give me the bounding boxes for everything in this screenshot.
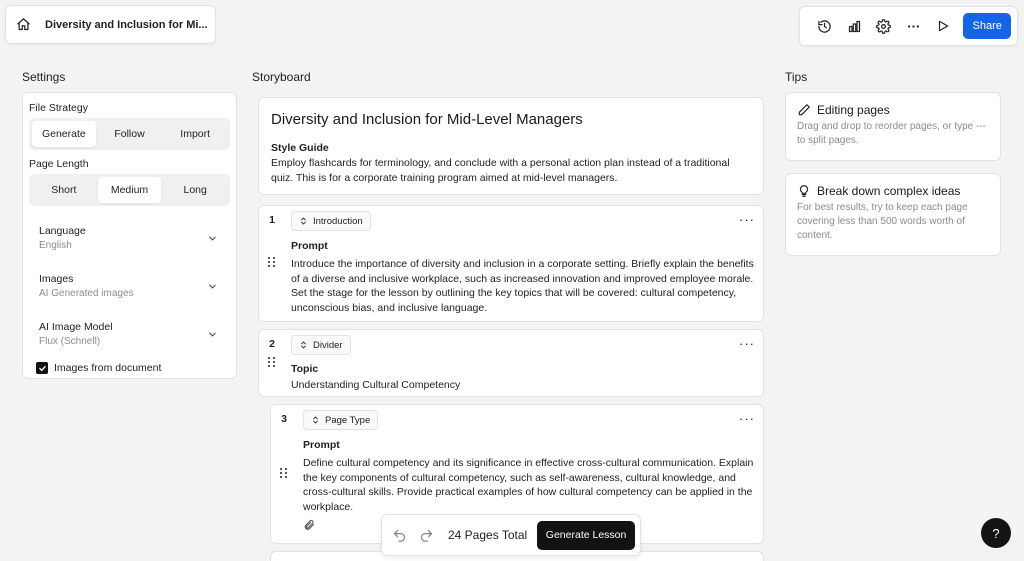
tip-text: For best results, try to keep each page covering less than 500 words worth of content. [797, 202, 968, 241]
more-horizontal-icon[interactable] [898, 11, 927, 42]
drag-handle-icon[interactable] [279, 467, 288, 479]
checkmark-icon[interactable] [36, 362, 48, 374]
file-strategy-label: File Strategy [29, 102, 88, 114]
language-select[interactable] [29, 214, 230, 262]
file-strategy-segmented-control [29, 118, 230, 150]
settings-panel [22, 92, 237, 379]
page-type-label: Page Type [325, 414, 371, 426]
file-strategy-option-generate[interactable]: Generate [32, 121, 96, 147]
lesson-title: Diversity and Inclusion for Mi... [45, 18, 208, 31]
images-select[interactable] [29, 262, 230, 310]
language-label: Language [39, 225, 86, 237]
help-button[interactable]: ? [981, 518, 1011, 548]
page-more-icon[interactable]: ··· [739, 411, 755, 426]
topic-label: Topic [291, 363, 319, 375]
generate-footer-bar [381, 514, 641, 556]
page-length-option-long[interactable]: Long [183, 184, 207, 196]
ai-image-model-value: Flux (Schnell) [39, 336, 101, 347]
bar-chart-icon[interactable] [839, 11, 868, 42]
page-length-option-medium[interactable]: Medium [98, 177, 162, 203]
storyboard-heading: Storyboard [252, 70, 311, 84]
style-guide-label: Style Guide [271, 142, 329, 154]
home-icon[interactable] [16, 17, 31, 32]
topic-text[interactable]: Understanding Cultural Competency [291, 379, 461, 391]
undo-icon[interactable] [392, 528, 407, 543]
page-number: 3 [281, 413, 287, 425]
page-number: 1 [269, 214, 275, 226]
images-from-document-checkbox[interactable] [29, 358, 230, 378]
images-label: Images [39, 273, 74, 285]
drag-handle-icon[interactable] [267, 356, 276, 368]
images-from-document-label: Images from document [54, 362, 162, 374]
drag-handle-icon[interactable] [267, 256, 276, 268]
prompt-label: Prompt [291, 240, 328, 252]
storyboard-title: Diversity and Inclusion for Mid-Level Managers [271, 111, 583, 128]
lightbulb-icon [797, 184, 811, 198]
ai-image-model-label: AI Image Model [39, 321, 113, 333]
page-type-label: Introduction [313, 215, 363, 227]
page-more-icon[interactable]: ··· [739, 212, 755, 227]
storyboard-header-card [258, 97, 764, 195]
play-icon[interactable] [928, 11, 957, 42]
page-length-segmented-control [29, 174, 230, 206]
chevron-down-icon [207, 281, 218, 292]
page-more-icon[interactable]: ··· [739, 336, 755, 351]
chevron-up-down-icon [299, 340, 308, 350]
tips-heading: Tips [785, 70, 808, 84]
page-length-option-short[interactable]: Short [51, 184, 77, 196]
prompt-label: Prompt [303, 439, 340, 451]
page-type-selector[interactable] [303, 410, 378, 430]
pages-total-count: 24 Pages Total [448, 528, 528, 542]
history-icon[interactable] [810, 11, 839, 42]
page-length-label: Page Length [29, 158, 89, 170]
tip-card [785, 92, 1001, 161]
lesson-title-bar [5, 5, 216, 44]
gear-icon[interactable] [869, 11, 898, 42]
page-type-selector[interactable] [291, 335, 351, 355]
paperclip-icon[interactable] [303, 519, 315, 531]
redo-icon[interactable] [419, 528, 434, 543]
file-strategy-option-follow[interactable]: Follow [114, 128, 145, 140]
tip-title: Break down complex ideas [817, 184, 961, 198]
file-strategy-option-import[interactable]: Import [180, 128, 211, 140]
ai-image-model-select[interactable] [29, 310, 230, 358]
settings-heading: Settings [22, 70, 66, 84]
chevron-down-icon [207, 329, 218, 340]
page-type-label: Divider [313, 339, 343, 351]
language-value: English [39, 240, 72, 251]
prompt-text[interactable]: Define cultural competency and its significance in effective cross-cultural communication. Explain the key components of cultural competency, such as self-awareness, cultural knowledge, and cross-cultural skills. Provide practical examples of how cultural competency can be applied in the workplace. [303, 457, 754, 513]
page-type-selector[interactable] [291, 211, 371, 231]
chevron-up-down-icon [311, 415, 320, 425]
top-toolbar [799, 6, 1018, 46]
storyboard-page [258, 205, 764, 322]
pencil-icon [797, 103, 811, 117]
images-value: AI Generated images [39, 288, 134, 299]
tip-card [785, 173, 1001, 256]
tip-text: Drag and drop to reorder pages, or type --- to split pages. [797, 121, 986, 146]
storyboard-page [258, 329, 764, 397]
chevron-down-icon [207, 233, 218, 244]
tip-title: Editing pages [817, 103, 890, 117]
share-button[interactable]: Share [963, 13, 1011, 39]
chevron-up-down-icon [299, 216, 308, 226]
style-guide-text: Employ flashcards for terminology, and conclude with a personal action plan instead of a traditional quiz. This is for a corporate training program aimed at mid-level managers. [271, 157, 730, 184]
generate-lesson-button[interactable]: Generate Lesson [537, 521, 635, 550]
page-number: 2 [269, 338, 275, 350]
prompt-text[interactable]: Introduce the importance of diversity and inclusion in a corporate setting. Briefly explain the benefits of a diverse and inclusive workplace, such as increased innovation and improved employee morale. Set the stage for the lesson by outlining the key topics that will be covered: cultural competency, unconscious bias, and inclusive language. [291, 258, 754, 314]
